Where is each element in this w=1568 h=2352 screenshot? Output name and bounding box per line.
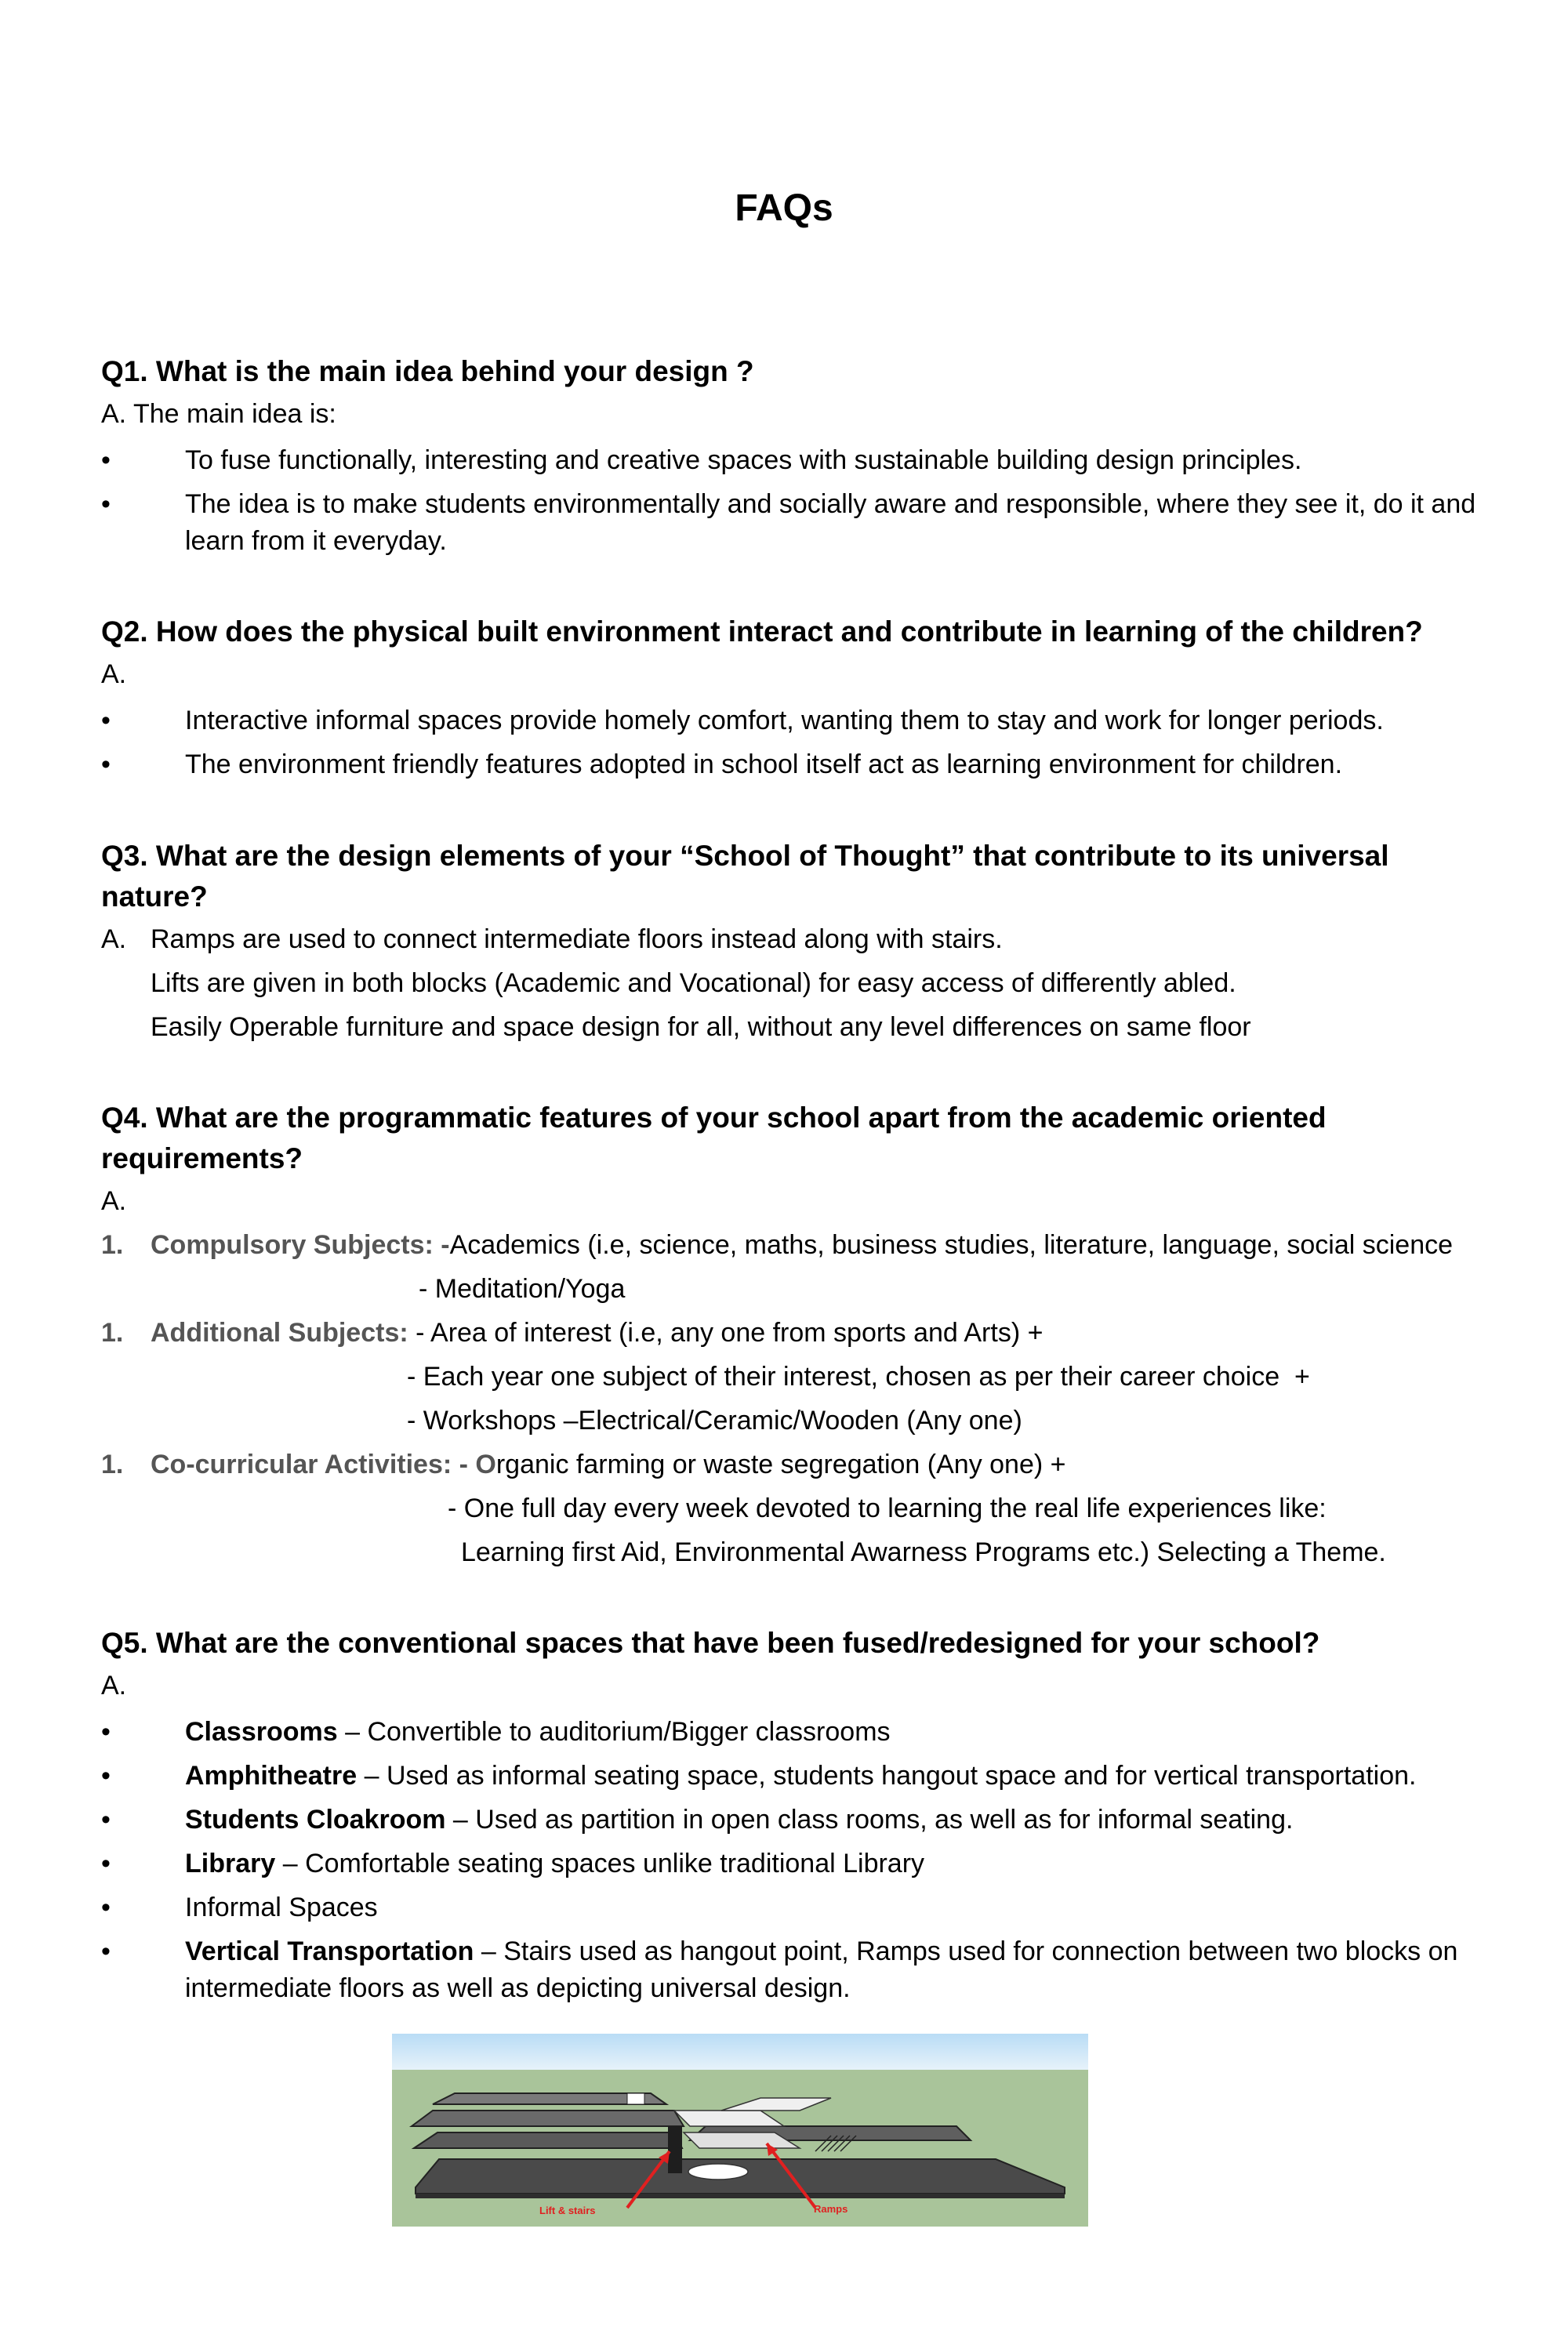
faq-q2	[101, 612, 1481, 790]
bullet-icon: •	[101, 1936, 111, 1966]
floor-opening	[688, 2164, 748, 2180]
list-item: • Amphitheatre – Used as informal seating space, students hangout space and for vertical transportation.	[101, 1758, 1481, 1795]
list-item: • Vertical Transportation – Stairs used as hangout point, Ramps used for connection between two blocks on intermediate floors as well as depicting universal design.	[101, 1933, 1481, 2007]
answer-3	[101, 917, 1481, 1049]
sky	[392, 2034, 1088, 2070]
ramps-lift-diagram	[392, 2034, 1088, 2227]
label-lift-stairs: Lift & stairs	[539, 2205, 596, 2216]
question-2: Q2. How does the physical built environment interact and contribute in learning of the children?	[101, 615, 1423, 648]
answer-3-marker: A.	[101, 924, 127, 954]
answer-3-line: Easily Operable furniture and space design for all, without any level differences on same floor	[151, 1012, 1251, 1042]
question-1: Q1. What is the main idea behind your design ?	[101, 355, 754, 387]
bullet-icon: •	[101, 750, 111, 779]
answer-5-intro: A.	[101, 1671, 127, 1700]
answer-1-intro: A. The main idea is:	[101, 399, 336, 429]
answer-3-line: Lifts are given in both blocks (Academic and Vocational) for easy access of differently abled.	[151, 968, 1236, 998]
list-item: 1. Co-curricular Activities: - Organic farming or waste segregation (Any one) +	[101, 1450, 1066, 1479]
answer-3-line: Ramps are used to connect intermediate floors instead along with stairs.	[151, 924, 1003, 954]
list-item-continuation: Learning first Aid, Environmental Awarness Programs etc.) Selecting a Theme.	[461, 1537, 1386, 1567]
answer-4-intro: A.	[101, 1186, 127, 1216]
list-item-continuation: - Meditation/Yoga	[419, 1274, 626, 1304]
list-item: • Informal Spaces	[101, 1889, 1481, 1926]
faq-q4	[101, 1098, 1481, 1574]
answer-2-intro: A.	[101, 659, 127, 689]
list-item-continuation: - Each year one subject of their interest, chosen as per their career choice +	[407, 1362, 1310, 1392]
bullet-icon: •	[101, 1761, 111, 1791]
list-item: 1. Additional Subjects: - Area of interest (i.e, any one from sports and Arts) +	[101, 1318, 1044, 1348]
list-item: • The environment friendly features adopted in school itself act as learning environment for children.	[101, 746, 1481, 783]
question-4: Q4. What are the programmatic features of your school apart from the academic oriented requirements?	[101, 1102, 1327, 1174]
page-title: FAQs	[735, 187, 833, 229]
floor-slab	[412, 2111, 684, 2126]
floor-slab	[414, 2132, 682, 2148]
list-item: • Interactive informal spaces provide homely comfort, wanting them to stay and work for longer periods.	[101, 702, 1481, 739]
bullet-icon: •	[101, 1849, 111, 1878]
question-3: Q3. What are the design elements of your “School of Thought” that contribute to its universal nature?	[101, 840, 1389, 913]
bullet-icon: •	[101, 1717, 111, 1747]
stair-core	[627, 2093, 644, 2104]
lift-shaft	[668, 2126, 682, 2173]
list-item-continuation: - One full day every week devoted to learning the real life experiences like:	[448, 1494, 1327, 1523]
bullet-icon: •	[101, 489, 111, 519]
list-item: • Students Cloakroom – Used as partition in open class rooms, as well as for informal seating.	[101, 1802, 1481, 1838]
floor-slab	[416, 2194, 1065, 2198]
faq-q3	[101, 836, 1481, 1049]
bullet-icon: •	[101, 706, 111, 735]
faq-q5	[101, 1623, 1481, 2014]
label-ramps: Ramps	[814, 2203, 848, 2215]
bullet-icon: •	[101, 445, 111, 475]
list-item-continuation: - Workshops –Electrical/Ceramic/Wooden (Any one)	[407, 1406, 1022, 1436]
bullet-icon: •	[101, 1805, 111, 1835]
list-item: • Classrooms – Convertible to auditorium/Bigger classrooms	[101, 1714, 1481, 1751]
list-item: • To fuse functionally, interesting and creative spaces with sustainable building design principles.	[101, 442, 1481, 479]
bullet-icon: •	[101, 1893, 111, 1922]
diagram-svg	[392, 2034, 1088, 2227]
list-item: • Library – Comfortable seating spaces unlike traditional Library	[101, 1846, 1481, 1882]
list-item: • The idea is to make students environmentally and socially aware and responsible, where they see it, do it and learn from it everyday.	[101, 486, 1481, 560]
question-5: Q5. What are the conventional spaces that have been fused/redesigned for your school?	[101, 1627, 1320, 1659]
faq-q1	[101, 351, 1481, 567]
list-item: 1. Compulsory Subjects: -Academics (i.e, science, maths, business studies, literature, language, social science	[101, 1230, 1454, 1260]
